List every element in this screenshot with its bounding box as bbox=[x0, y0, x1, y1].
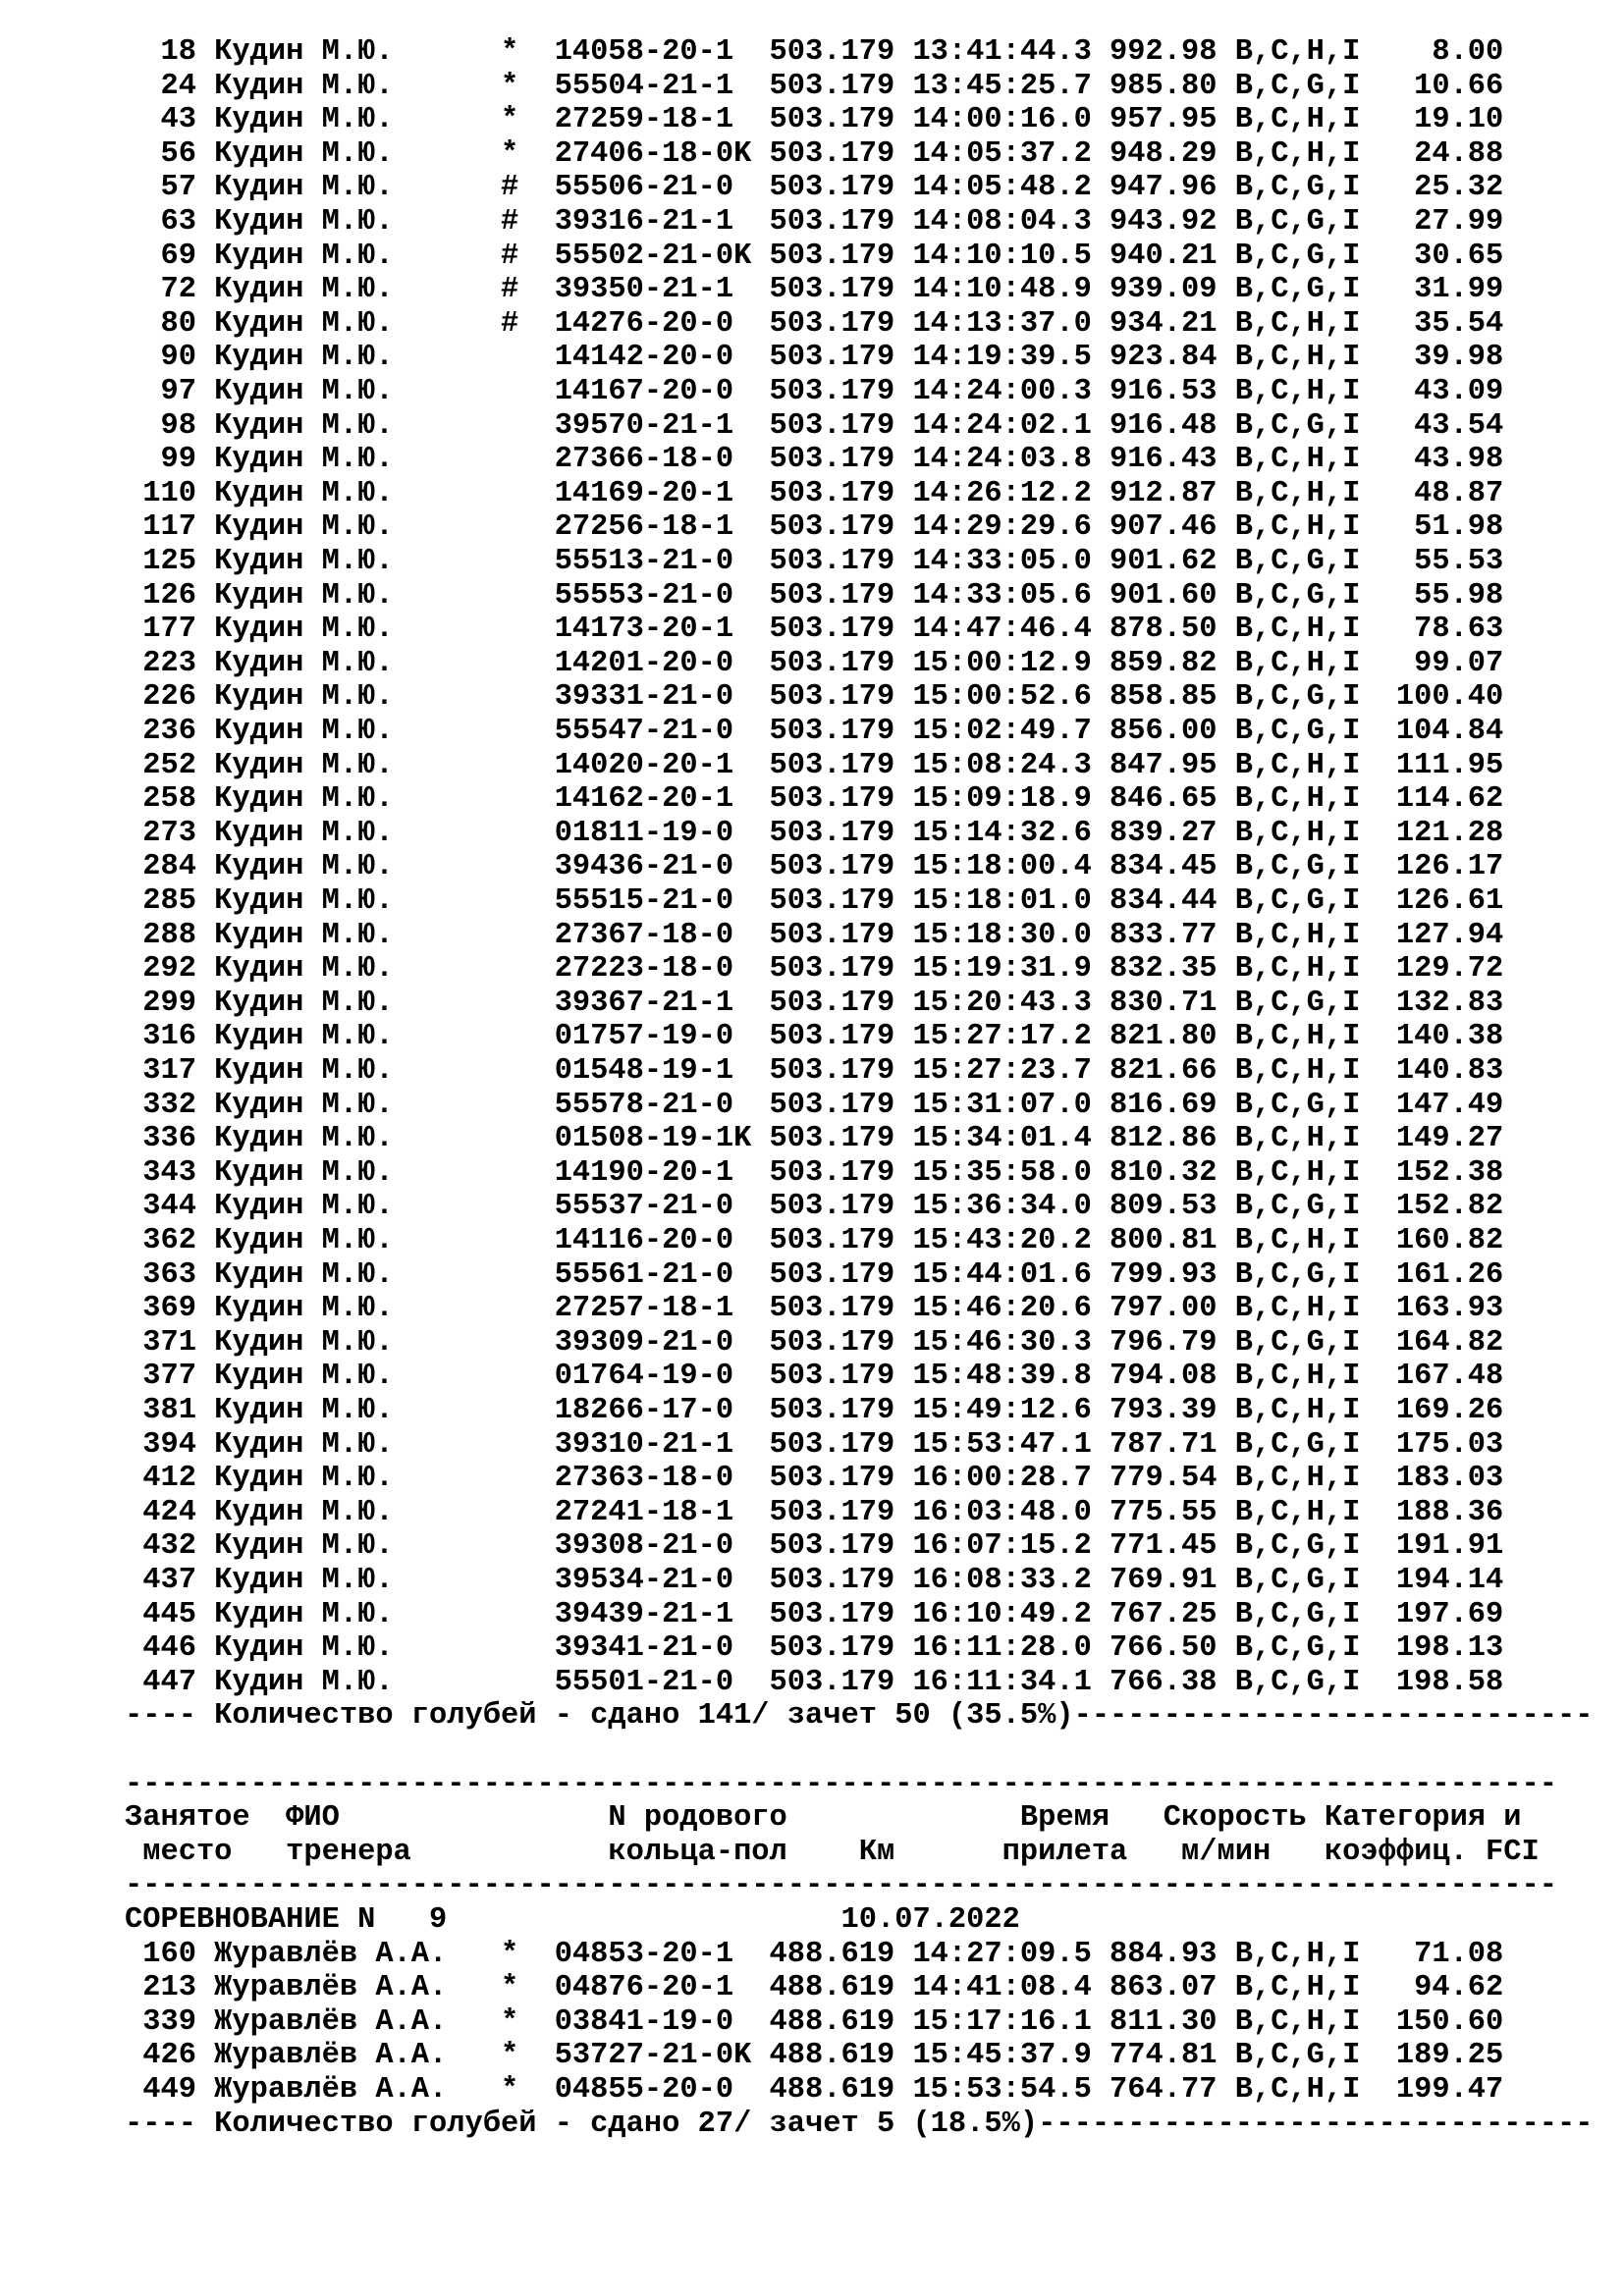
result-row: 90 Кудин М.Ю. 14142-20-0 503.179 14:19:39.5 923.84 B,C,H,I 39.98 bbox=[125, 341, 1504, 375]
result-row: 160 Журавлёв А.А. * 04853-20-1 488.619 14:27:09.5 884.93 B,C,H,I 71.08 bbox=[125, 1937, 1504, 1971]
result-row: 426 Журавлёв А.А. * 53727-21-0K 488.619 15:45:37.9 774.81 B,C,G,I 189.25 bbox=[125, 2039, 1504, 2073]
result-row: 24 Кудин М.Ю. * 55504-21-1 503.179 13:45:25.7 985.80 B,C,G,I 10.66 bbox=[125, 69, 1504, 103]
result-row: 362 Кудин М.Ю. 14116-20-0 503.179 15:43:20.2 800.81 B,C,H,I 160.82 bbox=[125, 1224, 1504, 1257]
result-row: 126 Кудин М.Ю. 55553-21-0 503.179 14:33:05.6 901.60 B,C,G,I 55.98 bbox=[125, 578, 1504, 613]
result-row: 284 Кудин М.Ю. 39436-21-0 503.179 15:18:00.4 834.45 B,C,G,I 126.17 bbox=[125, 850, 1504, 884]
result-row: 110 Кудин М.Ю. 14169-20-1 503.179 14:26:12.2 912.87 B,C,H,I 48.87 bbox=[125, 476, 1504, 510]
result-row: 447 Кудин М.Ю. 55501-21-0 503.179 16:11:34.1 766.38 B,C,G,I 198.58 bbox=[125, 1665, 1504, 1699]
result-row: 292 Кудин М.Ю. 27223-18-0 503.179 15:19:31.9 832.35 B,C,H,I 129.72 bbox=[125, 952, 1504, 987]
result-row: 412 Кудин М.Ю. 27363-18-0 503.179 16:00:28.7 779.54 B,C,H,I 183.03 bbox=[125, 1462, 1504, 1496]
header-rule-top: -------------------------------------------------------------------------------- bbox=[125, 1767, 1557, 1801]
result-row: 72 Кудин М.Ю. # 39350-21-1 503.179 14:10:48.9 939.09 B,C,G,I 31.99 bbox=[125, 273, 1504, 307]
section-summary: ---- Количество голубей - сдано 27/ зачет 5 (18.5%)------------------------------- bbox=[125, 2107, 1594, 2141]
result-row: 56 Кудин М.Ю. * 27406-18-0K 503.179 14:05:37.2 948.29 B,C,H,I 24.88 bbox=[125, 136, 1504, 171]
result-row: 377 Кудин М.Ю. 01764-19-0 503.179 15:48:39.8 794.08 B,C,H,I 167.48 bbox=[125, 1360, 1504, 1394]
result-row: 273 Кудин М.Ю. 01811-19-0 503.179 15:14:32.6 839.27 B,C,H,I 121.28 bbox=[125, 816, 1504, 850]
result-row: 177 Кудин М.Ю. 14173-20-1 503.179 14:47:46.4 878.50 B,C,H,I 78.63 bbox=[125, 613, 1504, 647]
result-row: 80 Кудин М.Ю. # 14276-20-0 503.179 14:13:37.0 934.21 B,C,H,I 35.54 bbox=[125, 306, 1504, 341]
result-row: 57 Кудин М.Ю. # 55506-21-0 503.179 14:05:48.2 947.96 B,C,G,I 25.32 bbox=[125, 171, 1504, 205]
competition-title: СОРЕВНОВАНИЕ N 9 10.07.2022 bbox=[125, 1903, 1020, 1937]
result-row: 371 Кудин М.Ю. 39309-21-0 503.179 15:46:30.3 796.79 B,C,G,I 164.82 bbox=[125, 1325, 1504, 1360]
result-row: 381 Кудин М.Ю. 18266-17-0 503.179 15:49:12.6 793.39 B,C,H,I 169.26 bbox=[125, 1394, 1504, 1427]
result-row: 63 Кудин М.Ю. # 39316-21-1 503.179 14:08:04.3 943.92 B,C,G,I 27.99 bbox=[125, 205, 1504, 239]
result-row: 252 Кудин М.Ю. 14020-20-1 503.179 15:08:24.3 847.95 B,C,H,I 111.95 bbox=[125, 748, 1504, 782]
result-row: 336 Кудин М.Ю. 01508-19-1K 503.179 15:34:01.4 812.86 B,C,H,I 149.27 bbox=[125, 1122, 1504, 1156]
header-rule-bottom: -------------------------------------------------------------------------------- bbox=[125, 1869, 1557, 1903]
result-row: 316 Кудин М.Ю. 01757-19-0 503.179 15:27:17.2 821.80 B,C,H,I 140.38 bbox=[125, 1020, 1504, 1054]
result-row: 446 Кудин М.Ю. 39341-21-0 503.179 16:11:28.0 766.50 B,C,G,I 198.13 bbox=[125, 1631, 1504, 1666]
result-row: 437 Кудин М.Ю. 39534-21-0 503.179 16:08:33.2 769.91 B,C,G,I 194.14 bbox=[125, 1564, 1504, 1597]
result-row: 344 Кудин М.Ю. 55537-21-0 503.179 15:36:34.0 809.53 B,C,G,I 152.82 bbox=[125, 1190, 1504, 1224]
result-row: 369 Кудин М.Ю. 27257-18-1 503.179 15:46:20.6 797.00 B,C,H,I 163.93 bbox=[125, 1292, 1504, 1326]
result-row: 125 Кудин М.Ю. 55513-21-0 503.179 14:33:05.0 901.62 B,C,G,I 55.53 bbox=[125, 545, 1504, 578]
result-row: 99 Кудин М.Ю. 27366-18-0 503.179 14:24:03.8 916.43 B,C,H,I 43.98 bbox=[125, 443, 1504, 477]
result-row: 226 Кудин М.Ю. 39331-21-0 503.179 15:00:52.6 858.85 B,C,G,I 100.40 bbox=[125, 680, 1504, 715]
result-row: 339 Журавлёв А.А. * 03841-19-0 488.619 15:17:16.1 811.30 B,C,H,I 150.60 bbox=[125, 2004, 1504, 2039]
result-row: 363 Кудин М.Ю. 55561-21-0 503.179 15:44:01.6 799.93 B,C,G,I 161.26 bbox=[125, 1257, 1504, 1292]
result-row: 43 Кудин М.Ю. * 27259-18-1 503.179 14:00:16.0 957.95 B,C,H,I 19.10 bbox=[125, 103, 1504, 137]
result-row: 236 Кудин М.Ю. 55547-21-0 503.179 15:02:49.7 856.00 B,C,G,I 104.84 bbox=[125, 715, 1504, 748]
result-row: 117 Кудин М.Ю. 27256-18-1 503.179 14:29:29.6 907.46 B,C,H,I 51.98 bbox=[125, 510, 1504, 545]
result-row: 432 Кудин М.Ю. 39308-21-0 503.179 16:07:15.2 771.45 B,C,G,I 191.91 bbox=[125, 1529, 1504, 1564]
section-summary: ---- Количество голубей - сдано 141/ зачет 50 (35.5%)----------------------------- bbox=[125, 1699, 1594, 1734]
result-row: 449 Журавлёв А.А. * 04855-20-0 488.619 15:53:54.5 764.77 B,C,H,I 199.47 bbox=[125, 2073, 1504, 2107]
result-row: 394 Кудин М.Ю. 39310-21-1 503.179 15:53:47.1 787.71 B,C,G,I 175.03 bbox=[125, 1427, 1504, 1462]
table-header-line2: место тренера кольца-пол Км прилета м/мин коэффиц. FCI bbox=[125, 1835, 1540, 1869]
result-row: 98 Кудин М.Ю. 39570-21-1 503.179 14:24:02.1 916.48 B,C,G,I 43.54 bbox=[125, 408, 1504, 443]
result-row: 223 Кудин М.Ю. 14201-20-0 503.179 15:00:12.9 859.82 B,C,H,I 99.07 bbox=[125, 646, 1504, 680]
result-row: 69 Кудин М.Ю. # 55502-21-0K 503.179 14:10:10.5 940.21 B,C,G,I 30.65 bbox=[125, 239, 1504, 273]
result-row: 288 Кудин М.Ю. 27367-18-0 503.179 15:18:30.0 833.77 B,C,H,I 127.94 bbox=[125, 918, 1504, 952]
result-row: 424 Кудин М.Ю. 27241-18-1 503.179 16:03:48.0 775.55 B,C,H,I 188.36 bbox=[125, 1495, 1504, 1529]
result-row: 299 Кудин М.Ю. 39367-21-1 503.179 15:20:43.3 830.71 B,C,G,I 132.83 bbox=[125, 986, 1504, 1020]
result-row: 258 Кудин М.Ю. 14162-20-1 503.179 15:09:18.9 846.65 B,C,H,I 114.62 bbox=[125, 782, 1504, 817]
result-row: 317 Кудин М.Ю. 01548-19-1 503.179 15:27:23.7 821.66 B,C,H,I 140.83 bbox=[125, 1054, 1504, 1088]
result-row: 343 Кудин М.Ю. 14190-20-1 503.179 15:35:58.0 810.32 B,C,H,I 152.38 bbox=[125, 1155, 1504, 1190]
result-row: 213 Журавлёв А.А. * 04876-20-1 488.619 14:41:08.4 863.07 B,C,H,I 94.62 bbox=[125, 1971, 1504, 2005]
table-header-line1: Занятое ФИО N родового Время Скорость Категория и bbox=[125, 1801, 1522, 1836]
result-row: 18 Кудин М.Ю. * 14058-20-1 503.179 13:41:44.3 992.98 B,C,H,I 8.00 bbox=[125, 35, 1504, 69]
result-row: 97 Кудин М.Ю. 14167-20-0 503.179 14:24:00.3 916.53 B,C,H,I 43.09 bbox=[125, 375, 1504, 408]
result-row: 332 Кудин М.Ю. 55578-21-0 503.179 15:31:07.0 816.69 B,C,G,I 147.49 bbox=[125, 1088, 1504, 1122]
result-row: 285 Кудин М.Ю. 55515-21-0 503.179 15:18:01.0 834.44 B,C,G,I 126.61 bbox=[125, 884, 1504, 918]
result-row: 445 Кудин М.Ю. 39439-21-1 503.179 16:10:49.2 767.25 B,C,G,I 197.69 bbox=[125, 1597, 1504, 1631]
